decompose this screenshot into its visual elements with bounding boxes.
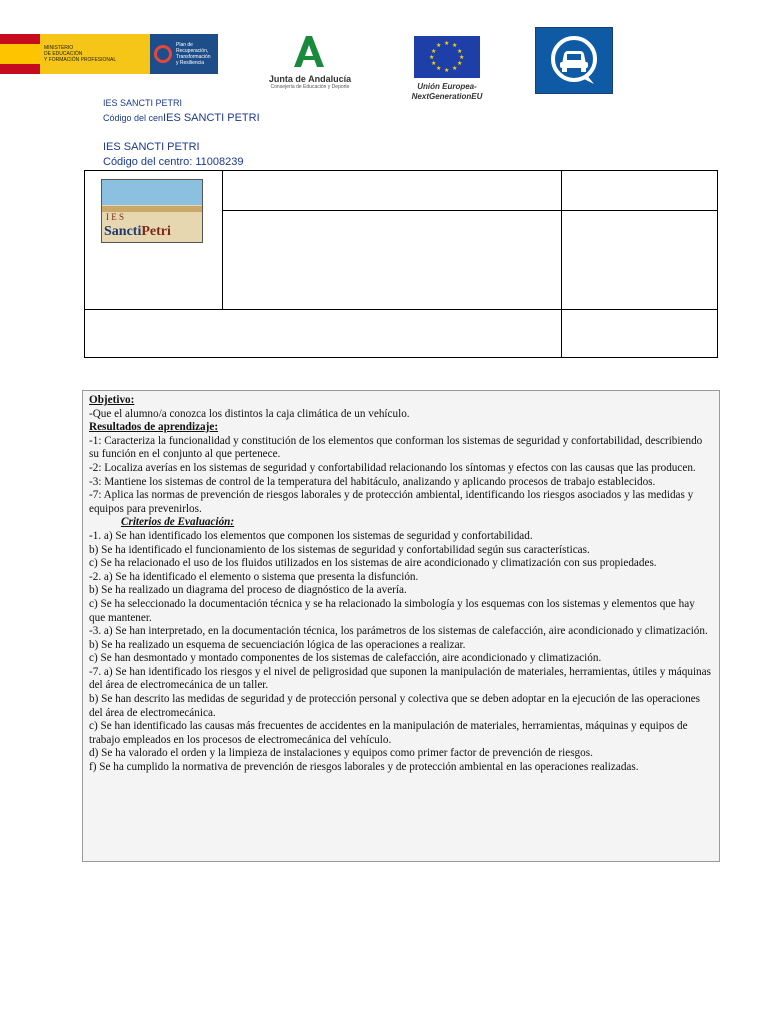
school-code-line-garbled [103,112,260,124]
criterio-item: -1. a) Se han identificado los elementos que componen los sistemas de seguridad y confortabilidad. [89,529,533,542]
junta-andalucia-icon [290,34,330,68]
plan-line-4: y Resiliencia [176,60,205,66]
document-header-table [84,170,718,358]
eu-next-generation-logo [404,36,490,106]
ministry-line-3: Y FORMACIÓN PROFESIONAL [44,57,117,63]
resultado-item: -1: Caracteriza la funcionalidad y constitución de los elementos que conforman los sistemas de seguridad y confortabilidad, describiendo su función en el conjunto al que pertenece. [89,434,703,461]
criterio-item: c) Se han desmontado y montado componentes de los sistemas de calefacción, aire acondicionado y climatización. [89,652,602,665]
resultados-heading: Resultados de aprendizaje: [89,421,219,434]
criterio-item: b) Se han descrito las medidas de seguridad y de protección personal y colectiva que se deben adoptar en la ejecución de las operaciones del área de electromecánica. [89,693,701,719]
header-cell-title [222,171,561,211]
criterio-item: c) Se ha relacionado el uso de los fluidos utilizados en los sistemas de aire acondicionado y climatización con sus propiedades. [89,557,657,570]
plan-line-2: Recuperación, [176,48,209,54]
eu-text-line-2: NextGenerationEU [411,92,483,101]
criterio-item: c) Se ha seleccionado la documentación técnica y se ha relacionado la simbología y los esquemas con los sistemas y elementos que hay que mantener. [89,597,695,624]
school-logo [101,179,203,243]
criterio-item: -7. a) Se han identificado los riesgos y el nivel de peligrosidad que suponen la manipulación de materiales, herramientas, útiles y máquinas del área de electromecánica de un taller. [89,665,711,692]
plan-line-3: Transformación [176,54,211,60]
resultado-item: -2: Localiza averías en los sistemas de seguridad y confortabilidad relacionando los síntomas y efectos con las causas que las producen. [89,461,696,474]
header-cell-subject [222,211,561,310]
header-cell-page [561,211,717,310]
ministry-education-logo [40,34,150,74]
recovery-plan-icon [154,45,172,63]
school-logo-ies: I E S [106,212,124,222]
school-name-line-1: IES SANCTI PETRI [103,98,183,108]
criterios-heading: Criterios de Evaluación: [121,516,235,529]
header-cell-code [561,171,717,211]
eu-flag-icon: ★ ★ ★ ★ ★ ★ ★ ★ ★ ★ ★ ★ [414,36,480,78]
resultado-item: -7: Aplica las normas de prevención de riesgos laborales y de protección ambiental, identificando los riesgos asociados y las medidas y equipos para prevenirlos. [89,489,694,515]
junta-name: Junta de Andalucía [268,74,352,84]
junta-subtitle: Consejería de Educación y Deporte [270,84,350,90]
criterio-item: -3. a) Se han interpretado, en la documentación técnica, los parámetros de los sistemas de calefacción, aire acondicionado y climatización. [89,625,708,638]
school-code-label-partial: Código del cen [103,113,164,123]
criterio-item: d) Se ha valorado el orden y la limpieza de instalaciones y equipos como primer factor de prevención de riesgos. [89,747,593,760]
eu-text-line-1: Unión Europea- [417,82,477,91]
header-cell-footer-right [561,310,717,358]
objetivo-text: -Que el alumno/a conozca los distintos la caja climática de un vehículo. [89,407,410,420]
criterio-item: b) Se ha realizado un diagrama del proceso de diagnóstico de la avería. [89,584,407,597]
resultado-item: -3: Mantiene los sistemas de control de la temperatura del habitáculo, analizando y aplicando procesos de trabajo establecidos. [89,475,656,488]
criterio-item: f) Se ha cumplido la normativa de prevención de riesgos laborales y de protección ambiental en las operaciones realizadas. [89,761,639,774]
header-cell-footer-left [85,310,562,358]
spain-coat-of-arms-icon [0,34,40,74]
school-code: Código del centro: 11008239 [103,156,244,168]
junta-andalucia-logo [262,34,358,94]
school-logo-sancti: Sancti [104,224,142,239]
ministry-line-1: MINISTERIO [44,45,74,51]
car-chat-icon [535,27,613,94]
spanish-government-logo [0,34,218,74]
objetivo-heading: Objetivo: [89,394,135,406]
school-logo-petri: Petri [141,224,171,239]
ministry-line-2: DE EDUCACIÓN [44,51,83,57]
plan-line-1: Plan de [176,42,193,48]
criterio-item: c) Se han identificado las causas más frecuentes de accidentes en la manipulación de materiales, herramientas, máquinas y equipos de trabajo empleados en los procesos de electromecánica del vehículo. [89,720,688,746]
learning-outcomes-box [82,390,720,862]
school-name: IES SANCTI PETRI [103,141,200,153]
criterio-item: -2. a) Se ha identificado el elemento o sistema que presenta la disfunción. [89,570,419,583]
criterio-item: b) Se ha realizado un esquema de secuenciación lógica de las operaciones a realizar. [89,638,466,651]
criterio-item: b) Se ha identificado el funcionamiento de los sistemas de seguridad y confortabilidad según sus características. [89,543,590,556]
school-logo-cell [85,171,223,310]
school-name-overlap: IES SANCTI PETRI [163,112,260,124]
recovery-plan-logo [150,34,218,74]
